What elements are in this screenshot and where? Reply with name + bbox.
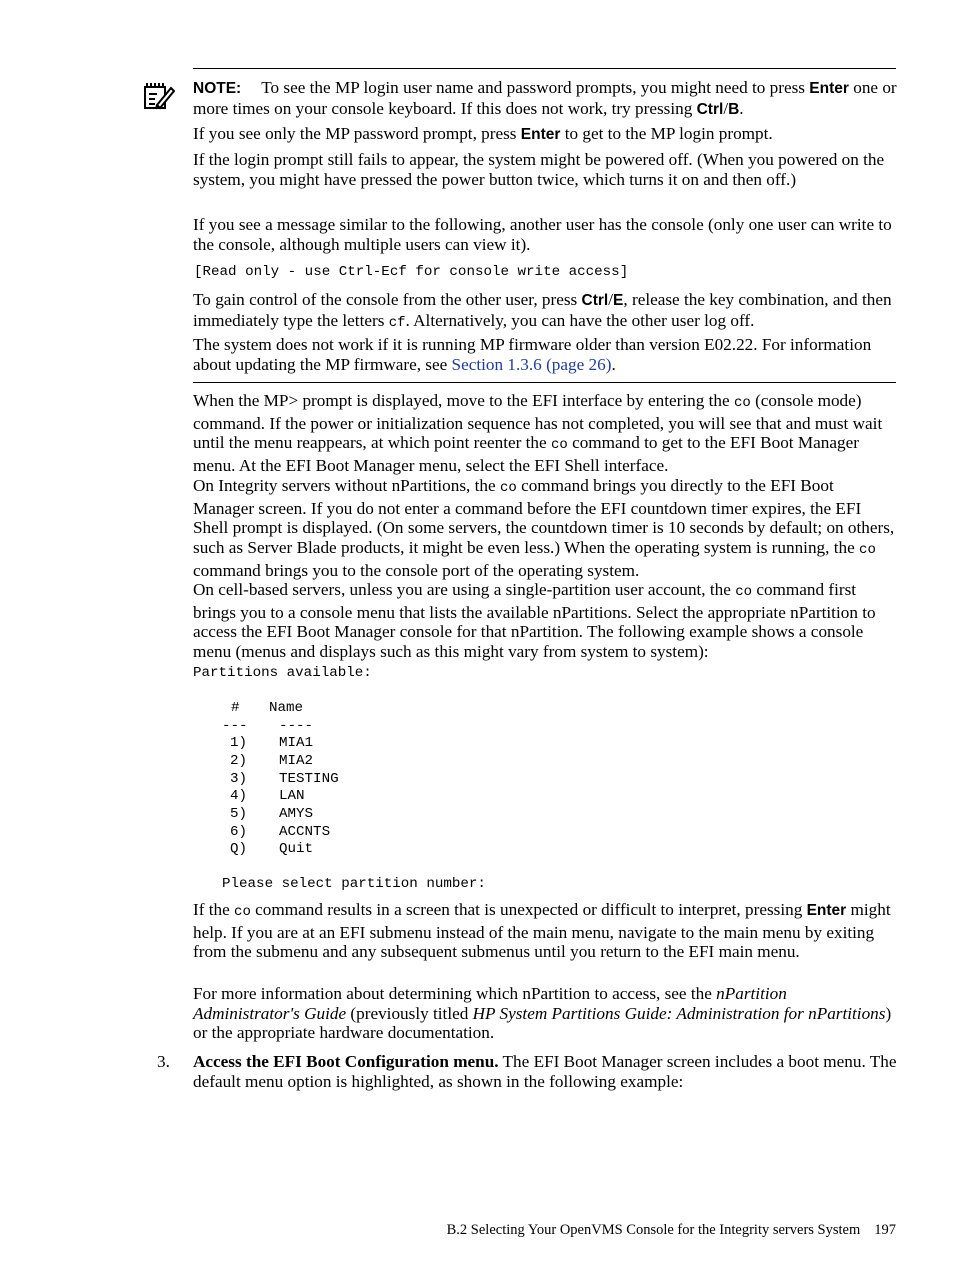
page-footer	[447, 1222, 896, 1239]
text: ) or the appropriate hardware documentation.	[193, 1003, 892, 1043]
note-paragraph-4	[193, 215, 897, 254]
book-title: HP System Partitions Guide: Administration for nPartitions	[472, 1003, 886, 1023]
console-row-num: 6)	[230, 824, 248, 840]
key-enter: Enter	[809, 80, 849, 97]
note-paragraph-5	[193, 290, 897, 333]
console-row-name: MIA1	[279, 735, 314, 751]
console-prompt: Please select partition number:	[222, 876, 486, 892]
text: (console mode) command. If the power or initialization sequence has not completed, you will see that and must wait until the menu reappears, at which point reenter the	[193, 391, 883, 453]
inline-code: co	[735, 584, 753, 600]
book-title: nPartition Administrator's Guide	[193, 984, 787, 1023]
console-heading: Partitions available:	[193, 665, 372, 681]
text: command brings you directly to the EFI Boot Manager screen. If you do not enter a command before the EFI countdown timer expires, the EFI Shell prompt is displayed. (On some servers, the countdown timer is 10 seconds by default; on others, such as Server Blade products, it might be even less.) When the operating system is running, the	[193, 476, 895, 558]
console-row-name: MIA2	[279, 753, 314, 769]
note-paragraph-1	[193, 78, 897, 119]
inline-code: co	[499, 480, 517, 496]
text: . Alternatively, you can have the other user log off.	[405, 310, 755, 330]
key-e: E	[613, 292, 624, 309]
text: On Integrity servers without nPartitions, the	[193, 476, 500, 495]
console-row-name: LAN	[279, 788, 305, 804]
key-b: B	[728, 100, 740, 118]
text: On cell-based servers, unless you are using a single-partition user account, the	[193, 580, 736, 599]
body-paragraph-3	[193, 580, 897, 662]
footer-text: B.2 Selecting Your OpenVMS Console for the Integrity servers System	[446, 1222, 861, 1238]
text: The system does not work if it is running MP firmware older than version E02.22. For information about updating the MP firmware, see	[193, 335, 872, 374]
text: command results in a screen that is unexpected or difficult to interpret, pressing	[250, 900, 807, 919]
console-sep-num: ---	[222, 718, 248, 734]
body-paragraph-5	[193, 984, 897, 1043]
console-col-num: #	[231, 700, 240, 716]
note-label: NOTE:	[193, 80, 242, 97]
body-paragraph-2	[193, 476, 897, 581]
key-ctrl: Ctrl	[696, 100, 724, 118]
console-row-num: 5)	[230, 806, 248, 822]
text: If the	[193, 900, 235, 919]
console-row-num: Q)	[230, 841, 248, 857]
text: To gain control of the console from the other user, press	[193, 290, 582, 309]
console-row-num: 4)	[230, 788, 248, 804]
read-only-message: [Read only - use Ctrl-Ecf for console write access]	[194, 264, 629, 280]
note-bottom-rule	[193, 382, 896, 383]
step-title: Access the EFI Boot Configuration menu.	[193, 1052, 499, 1071]
text: (previously titled	[346, 1003, 473, 1023]
console-row-num: 3)	[230, 771, 248, 787]
text: .	[611, 354, 616, 374]
text: If you see only the MP password prompt, press	[193, 124, 521, 143]
text: For more information about determining which nPartition to access, see the	[193, 984, 717, 1003]
console-row-name: Quit	[279, 841, 314, 857]
note-paragraph-3	[193, 150, 897, 189]
text: To see the MP login user name and password prompts, you might need to press	[261, 78, 810, 97]
key-enter: Enter	[520, 126, 561, 143]
key-ctrl: Ctrl	[581, 292, 609, 309]
section-link[interactable]: Section 1.3.6 (page 26)	[451, 354, 612, 374]
body-paragraph-4	[193, 900, 897, 962]
inline-code: co	[234, 904, 251, 920]
page-number: 197	[874, 1222, 896, 1238]
console-row-num: 1)	[230, 735, 248, 751]
key-enter: Enter	[806, 902, 847, 919]
inline-code: co	[859, 542, 876, 559]
note-paragraph-2	[193, 124, 897, 145]
step-3-paragraph	[193, 1052, 897, 1091]
text: If the login prompt still fails to appear, the system might be powered off. (When you powered on the system, you might have pressed the power button twice, which turns it on and then off.)	[193, 150, 885, 189]
text: .	[739, 98, 744, 118]
text: to get to the MP login prompt.	[560, 124, 773, 143]
inline-code: co	[550, 437, 568, 454]
text: If you see a message similar to the following, another user has the console (only one user can write to the console, although multiple users can view it).	[193, 215, 892, 254]
text: command to get to the EFI Boot Manager menu. At the EFI Boot Manager menu, select the EFI Shell interface.	[193, 433, 859, 476]
text: might help. If you are at an EFI submenu instead of the main menu, navigate to the main menu by exiting from the submenu and any subsequent submenus until you return to the EFI main menu.	[193, 900, 891, 962]
body-paragraph-1	[193, 391, 897, 476]
note-paragraph-6	[193, 335, 897, 374]
text: , release the key combination, and then immediately type the letters	[193, 290, 892, 330]
inline-code: cf	[388, 314, 406, 331]
console-sep-name: ----	[279, 718, 314, 734]
text: command first brings you to a console menu that lists the available nPartitions. Select the appropriate nPartition to access the EFI Boot Manager console for that nPartition. The following example shows a console menu (menus and displays such as this might vary from system to system):	[193, 580, 876, 662]
note-top-rule	[193, 68, 896, 69]
console-col-name: Name	[269, 700, 304, 716]
text: /	[608, 290, 614, 309]
text: /	[723, 98, 729, 118]
console-row-name: AMYS	[279, 806, 314, 822]
note-pencil-icon	[143, 82, 175, 110]
text: When the MP> prompt is displayed, move to the EFI interface by entering the	[193, 391, 734, 410]
console-row-name: TESTING	[279, 771, 339, 787]
step-number: 3.	[157, 1052, 170, 1071]
text: command brings you to the console port of the operating system.	[193, 560, 640, 580]
inline-code: co	[733, 395, 751, 411]
console-row-name: ACCNTS	[279, 824, 331, 840]
console-row-num: 2)	[230, 753, 248, 769]
text: one or more times on your console keyboard. If this does not work, try pressing	[193, 78, 897, 118]
text: The EFI Boot Manager screen includes a boot menu. The default menu option is highlighted, as shown in the following example:	[193, 1052, 897, 1091]
